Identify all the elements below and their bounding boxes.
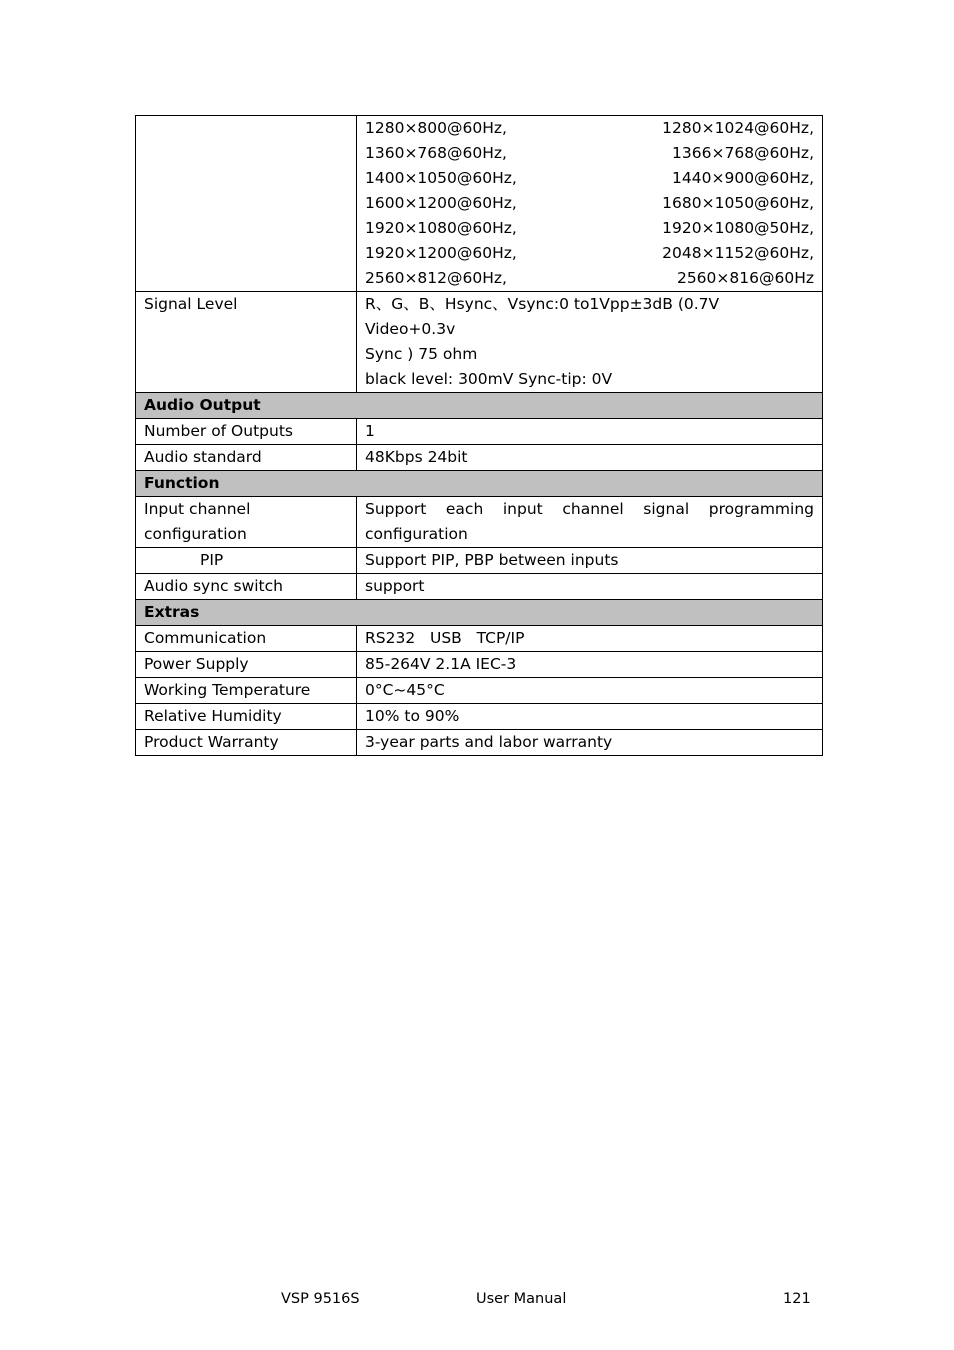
spec-table <box>135 115 823 756</box>
section-function <box>136 471 823 497</box>
resolution-row <box>136 116 823 292</box>
resolution-list <box>357 116 823 292</box>
resolution-line: 1360×768@60Hz, 1366×768@60Hz, <box>365 144 814 162</box>
table-row: Working Temperature 0°C~45°C <box>136 678 823 704</box>
footer-page-number: 121 <box>783 1291 811 1307</box>
resolution-line: 2560×812@60Hz, 2560×816@60Hz <box>365 269 814 287</box>
table-row: Power Supply 85-264V 2.1A IEC-3 <box>136 652 823 678</box>
resolution-line: 1280×800@60Hz, 1280×1024@60Hz, <box>365 119 814 137</box>
resolution-line: 1920×1200@60Hz, 2048×1152@60Hz, <box>365 244 814 262</box>
table-row: PIP Support PIP, PBP between inputs <box>136 548 823 574</box>
table-row: Number of Outputs 1 <box>136 419 823 445</box>
signal-level-label: Signal Level <box>136 292 357 393</box>
section-header: Extras <box>136 600 823 626</box>
footer-model: VSP 9516S <box>281 1291 360 1307</box>
signal-level-row <box>136 292 823 393</box>
section-extras <box>136 600 823 626</box>
resolution-line: 1600×1200@60Hz, 1680×1050@60Hz, <box>365 194 814 212</box>
table-row: Communication RS232 USB TCP/IP <box>136 626 823 652</box>
table-row: Input channel configuration Support each input channel signal programming configuration <box>136 497 823 548</box>
resolution-line: 1920×1080@60Hz, 1920×1080@50Hz, <box>365 219 814 237</box>
table-row: Audio sync switch support <box>136 574 823 600</box>
resolution-label-cell <box>136 116 357 292</box>
resolution-line: 1400×1050@60Hz, 1440×900@60Hz, <box>365 169 814 187</box>
table-row: Audio standard 48Kbps 24bit <box>136 445 823 471</box>
section-audio-output <box>136 393 823 419</box>
table-row: Relative Humidity 10% to 90% <box>136 704 823 730</box>
signal-level-value: R、G、B、Hsync、Vsync:0 to1Vpp±3dB (0.7V Video+0.3v Sync ) 75 ohm black level: 300mV Sync-tip: 0V <box>357 292 823 393</box>
footer-doc-title: User Manual <box>476 1291 567 1307</box>
table-row: Product Warranty 3-year parts and labor warranty <box>136 730 823 756</box>
section-header: Audio Output <box>136 393 823 419</box>
section-header: Function <box>136 471 823 497</box>
